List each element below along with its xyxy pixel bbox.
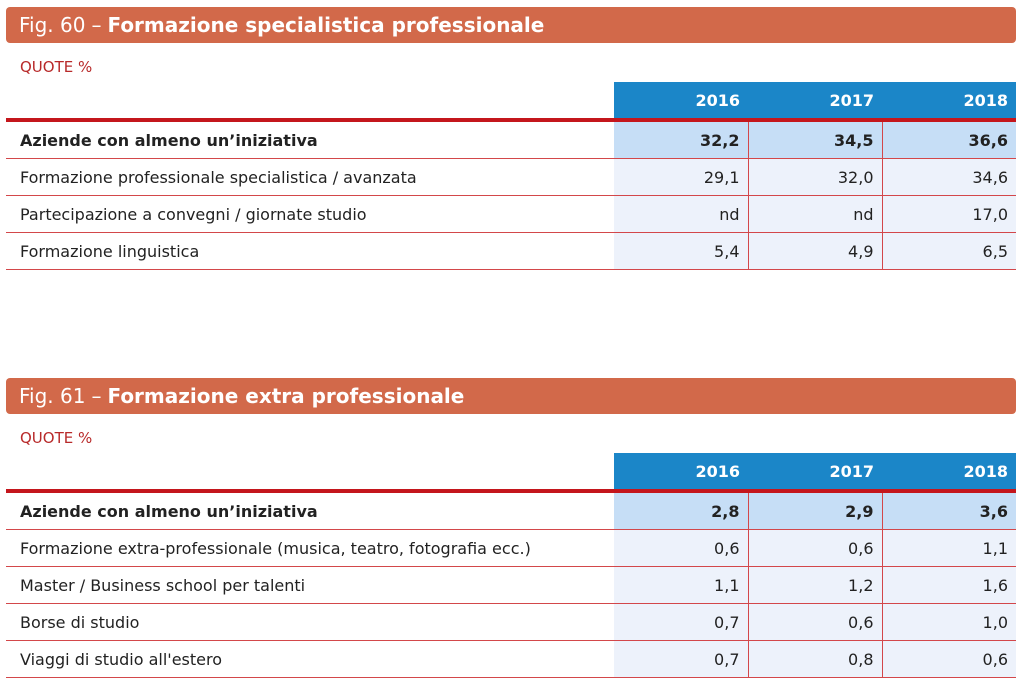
- value-cell: 1,6: [882, 567, 1016, 604]
- value-cell: nd: [748, 196, 882, 233]
- figure-number: Fig. 60: [19, 13, 86, 37]
- value-cell: 34,5: [748, 120, 882, 159]
- title-separator: –: [91, 384, 102, 408]
- figure-number: Fig. 61: [19, 384, 86, 408]
- figure-61: [6, 378, 1016, 678]
- table-row: [6, 604, 1016, 641]
- value-cell: 36,6: [882, 120, 1016, 159]
- year-header: 2017: [748, 82, 882, 120]
- year-header: 2016: [614, 82, 748, 120]
- value-cell: 34,6: [882, 159, 1016, 196]
- value-cell: 32,2: [614, 120, 748, 159]
- figure-header: [6, 7, 1016, 43]
- value-cell: nd: [614, 196, 748, 233]
- value-cell: 1,2: [748, 567, 882, 604]
- year-header: 2017: [748, 453, 882, 491]
- value-cell: 5,4: [614, 233, 748, 270]
- table-row: [6, 530, 1016, 567]
- figure-60: [6, 7, 1016, 270]
- table-row: [6, 233, 1016, 270]
- table-row: [6, 641, 1016, 678]
- value-cell: 6,5: [882, 233, 1016, 270]
- figure-title: Formazione extra professionale: [107, 384, 465, 408]
- value-cell: 0,7: [614, 604, 748, 641]
- unit-label: QUOTE %: [20, 429, 93, 447]
- value-cell: 1,1: [614, 567, 748, 604]
- value-cell: 4,9: [748, 233, 882, 270]
- table-row: [6, 120, 1016, 159]
- data-table: [6, 82, 1016, 270]
- unit-label: QUOTE %: [20, 58, 93, 76]
- value-cell: 29,1: [614, 159, 748, 196]
- year-header: 2018: [882, 453, 1016, 491]
- data-table: [6, 453, 1016, 678]
- value-cell: 17,0: [882, 196, 1016, 233]
- value-cell: 3,6: [882, 491, 1016, 530]
- value-cell: 0,6: [748, 530, 882, 567]
- table-row: [6, 159, 1016, 196]
- row-label: Formazione linguistica: [6, 233, 614, 270]
- table-row: [6, 491, 1016, 530]
- table-body: [6, 491, 1016, 678]
- table-header-row: [6, 453, 1016, 491]
- value-cell: 0,6: [748, 604, 882, 641]
- value-cell: 2,8: [614, 491, 748, 530]
- row-label: Partecipazione a convegni / giornate studio: [6, 196, 614, 233]
- table-row: [6, 196, 1016, 233]
- value-cell: 0,6: [614, 530, 748, 567]
- row-label: Formazione professionale specialistica / avanzata: [6, 159, 614, 196]
- value-cell: 0,7: [614, 641, 748, 678]
- header-blank-cell: [6, 453, 614, 491]
- value-cell: 0,8: [748, 641, 882, 678]
- row-label: Master / Business school per talenti: [6, 567, 614, 604]
- row-label: Aziende con almeno un’iniziativa: [6, 491, 614, 530]
- row-label: Viaggi di studio all'estero: [6, 641, 614, 678]
- value-cell: 32,0: [748, 159, 882, 196]
- value-cell: 0,6: [882, 641, 1016, 678]
- year-header: 2018: [882, 82, 1016, 120]
- figure-title: Formazione specialistica professionale: [107, 13, 545, 37]
- table-body: [6, 120, 1016, 270]
- value-cell: 2,9: [748, 491, 882, 530]
- figure-header: [6, 378, 1016, 414]
- table-header-row: [6, 82, 1016, 120]
- row-label: Aziende con almeno un’iniziativa: [6, 120, 614, 159]
- table-row: [6, 567, 1016, 604]
- year-header: 2016: [614, 453, 748, 491]
- title-separator: –: [91, 13, 102, 37]
- header-blank-cell: [6, 82, 614, 120]
- row-label: Borse di studio: [6, 604, 614, 641]
- row-label: Formazione extra-professionale (musica, teatro, fotografia ecc.): [6, 530, 614, 567]
- value-cell: 1,0: [882, 604, 1016, 641]
- value-cell: 1,1: [882, 530, 1016, 567]
